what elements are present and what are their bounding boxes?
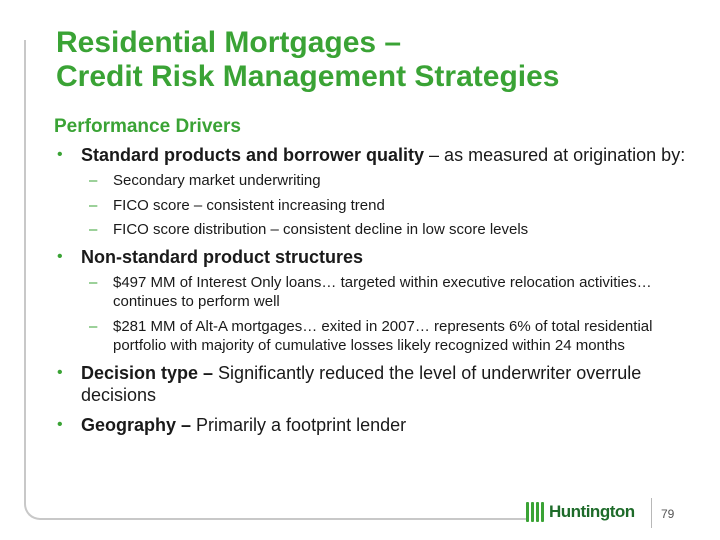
bullet-dot-icon: • (57, 415, 63, 433)
sub-list-standard-products (54, 171, 704, 240)
bullet-bold-text: Non-standard product structures (81, 246, 364, 267)
sub-item (54, 273, 704, 312)
sub-item (54, 171, 704, 191)
bullet-bold-text: Decision type – (81, 362, 214, 383)
bullet-standard-products (54, 144, 704, 166)
sub-item (54, 317, 704, 356)
slide-title (56, 26, 696, 94)
bullet-bold-text: Standard products and borrower quality (81, 145, 425, 165)
sub-item-text: $497 MM of Interest Only loans… targeted within executive relocation activities… continues to perform well (113, 273, 652, 310)
logo-wordmark: Huntington (549, 502, 635, 521)
bullet-dot-icon: • (57, 247, 63, 265)
dash-icon: – (89, 172, 98, 189)
title-line-2: Credit Risk Management Strategies (56, 60, 560, 93)
sub-item (54, 196, 704, 216)
bullet-text: Significantly reduced the level of underwriter overrule decisions (81, 362, 642, 405)
bullet-text: Primarily a footprint lender (191, 414, 407, 435)
bullet-non-standard-products (54, 246, 704, 268)
huntington-logo (526, 502, 635, 522)
sub-item-text: Secondary market underwriting (113, 172, 321, 189)
section-heading: Performance Drivers (54, 116, 241, 137)
sub-item-text: $281 MM of Alt-A mortgages… exited in 2007… represents 6% of total residential portfolio with majority of cumulative losses likely recognized within 24 months (113, 317, 653, 354)
bullet-dot-icon: • (57, 146, 63, 163)
footer-divider (651, 498, 652, 528)
sub-list-non-standard-products (54, 273, 704, 356)
bullet-text: – as measured at origination by: (424, 145, 686, 165)
bullet-decision-type (54, 362, 704, 406)
bullet-bold-text: Geography – (81, 414, 192, 435)
sub-item-text: FICO score distribution – consistent decline in low score levels (113, 221, 529, 238)
dash-icon: – (89, 221, 98, 238)
dash-icon: – (89, 196, 98, 214)
page-number: 79 (661, 507, 675, 521)
bullet-dot-icon: • (57, 363, 63, 381)
dash-icon: – (89, 273, 98, 291)
sub-item-text: FICO score – consistent increasing trend (113, 196, 385, 214)
huntington-mark-icon (526, 502, 544, 522)
sub-item (54, 220, 704, 240)
slide-content (54, 115, 704, 444)
title-line-1: Residential Mortgages – (56, 26, 402, 59)
dash-icon: – (89, 317, 98, 335)
bullet-geography (54, 414, 704, 436)
